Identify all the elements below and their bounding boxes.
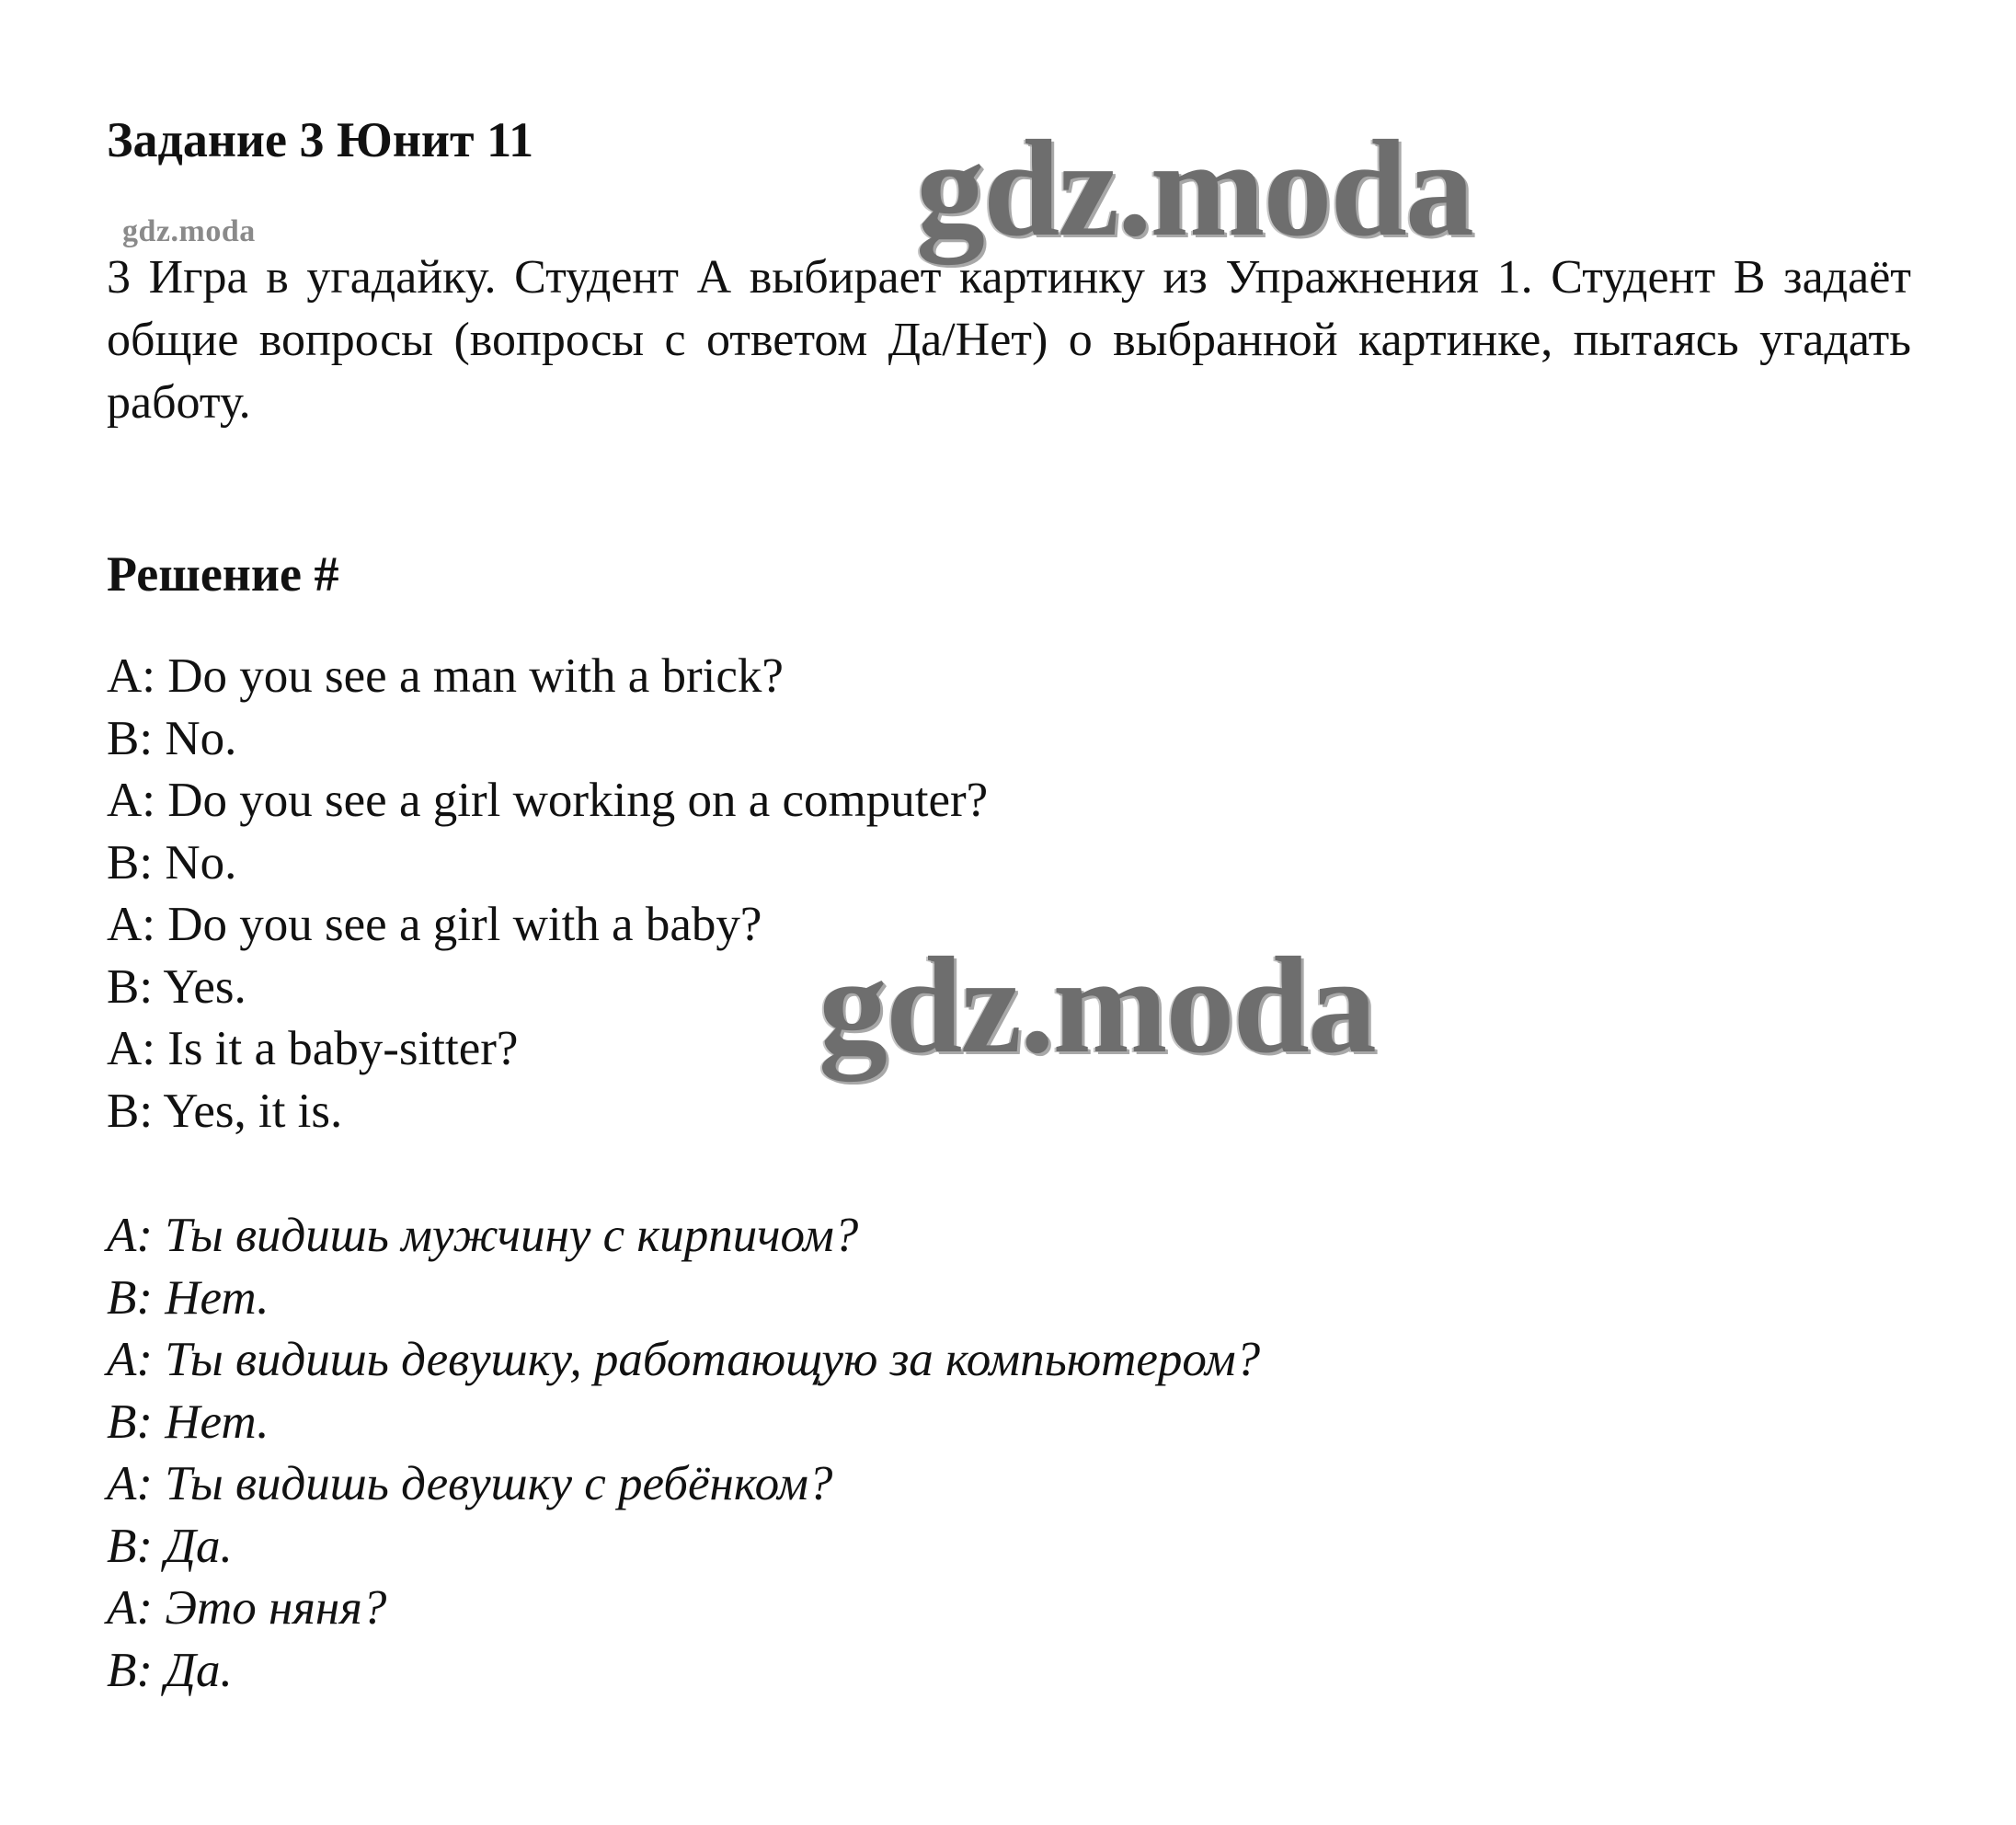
translation-line: В: Да. — [107, 1643, 233, 1697]
translation-line: В: Нет. — [107, 1270, 269, 1325]
page-title: Задание 3 Юнит 11 — [107, 112, 534, 167]
solution-title: Решение # — [107, 546, 339, 602]
translation-line: А: Ты видишь девушку с ребёнком? — [107, 1457, 833, 1510]
watermark-small: gdz.moda — [122, 214, 256, 248]
dialog-russian — [107, 1205, 1260, 1702]
dialog-line: B: Yes. — [107, 959, 246, 1014]
translation-line: А: Ты видишь мужчину с кирпичом? — [107, 1209, 859, 1262]
task-text: 3 Игра в угадайку. Студент А выбирает картинку из Упражнения 1. Студент В задаёт общие вопросы (вопросы с ответом Да/Нет) о выбранной картинке, пытаясь угадать работу. — [107, 251, 1911, 429]
translation-line: А: Это няня? — [107, 1581, 387, 1635]
dialog-line: A: Do you see a girl working on a computer? — [107, 774, 989, 827]
dialog-line: B: Yes, it is. — [107, 1084, 343, 1138]
watermark-middle: gdz.moda — [819, 929, 1375, 1082]
dialog-line: B: No. — [107, 711, 237, 765]
translation-line: А: Ты видишь девушку, работающую за компьютером? — [107, 1333, 1261, 1386]
dialog-line: A: Is it a baby-sitter? — [107, 1022, 519, 1075]
dialog-line: A: Do you see a girl with a baby? — [107, 898, 762, 951]
dialog-line: B: No. — [107, 835, 237, 890]
translation-line: В: Да. — [107, 1519, 233, 1573]
watermark-top: gdz.moda — [916, 112, 1472, 265]
dialog-line: A: Do you see a man with a brick? — [107, 649, 784, 703]
translation-line: В: Нет. — [107, 1395, 269, 1449]
